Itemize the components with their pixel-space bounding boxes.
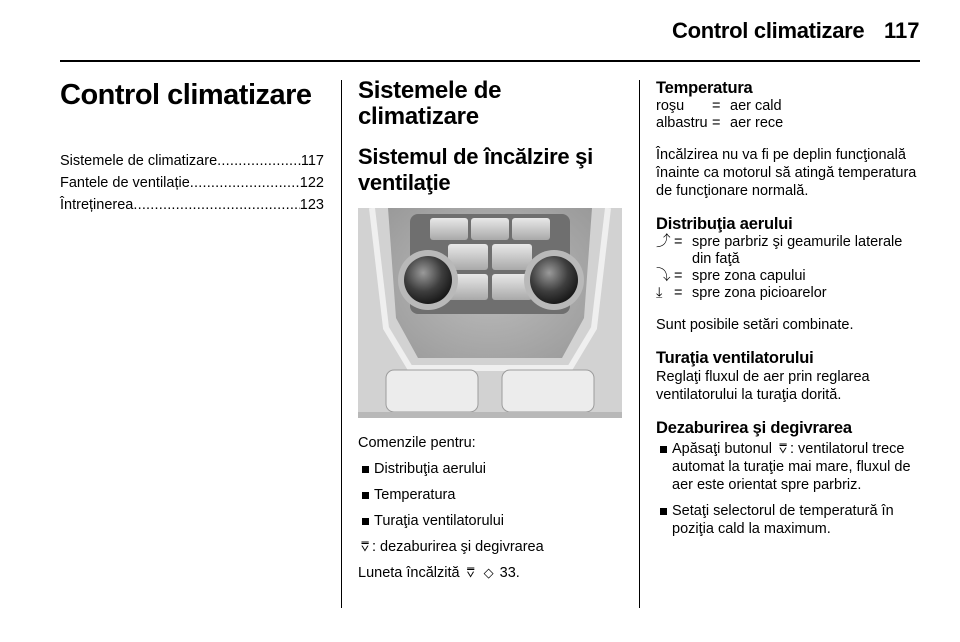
toc-entry-label: Sistemele de climatizare: [60, 153, 218, 169]
toc-entry-page: 117: [300, 153, 324, 169]
climate-control-panel-image: [358, 208, 622, 418]
fan-speed-text: Reglaţi fluxul de aer prin reglarea ventilatorului la turaţia dorită.: [656, 369, 870, 403]
toc-dot-leader: [190, 172, 300, 194]
toc-entry-label: Întreținerea: [60, 197, 134, 213]
section-title: Sistemele de climatizare: [358, 77, 502, 130]
definition-row: albastru = aer rece: [656, 115, 784, 131]
defrost-bullet: Apăsaţi butonul ⩢ : ventilatorul trece automat la turaţie mai mare, fluxul de aer este orientat spre parbriz.: [656, 440, 922, 494]
defrost-line: ⩢ : dezaburirea şi degivrarea: [358, 538, 622, 556]
air-distribution-heading: Distribuţia aerului: [656, 215, 793, 233]
controls-intro: Comenzile pentru:: [358, 435, 476, 451]
page-number: 117: [884, 18, 920, 43]
control-bullet: Distribuţia aerului: [358, 460, 622, 478]
head-airflow-icon: ⤵: [656, 268, 671, 284]
settings-column: [656, 78, 922, 538]
chapter-toc-column: [60, 78, 324, 216]
defrost-bullet: Setaţi selectorul de temperatură în poziţia cald la maximum.: [656, 502, 922, 538]
control-bullet: Temperatura: [358, 486, 622, 504]
rear-window-heating-icon: ⩢: [466, 565, 475, 580]
control-bullet: Turaţia ventilatorului: [358, 512, 622, 530]
toc-entry[interactable]: [60, 150, 324, 172]
heating-ventilation-column: [358, 78, 622, 582]
toc-entry-page: 123: [299, 197, 324, 213]
toc-entry-page: 122: [299, 175, 324, 191]
toc-dot-leader: [217, 150, 301, 172]
defrost-icon: ⩢: [779, 441, 787, 456]
chapter-title: Control climatizare: [60, 79, 312, 111]
defrost-icon: ⩢: [361, 539, 369, 554]
windscreen-airflow-icon: ⤴: [656, 234, 671, 250]
temperature-heading: Temperatura: [656, 79, 753, 97]
footwell-airflow-icon: ⤓: [656, 285, 663, 301]
rear-window-line: Luneta încălzită ⩢ ◇ 33.: [358, 565, 520, 581]
definition-row: roşu = aer cald: [656, 98, 782, 114]
reference-arrow-icon: ◇: [483, 565, 494, 580]
temperature-note: Încălzirea nu va fi pe deplin funcţională înainte ca motorul să atingă temperatura de funcţionare normală.: [656, 147, 917, 199]
toc-entry-label: Fantele de ventilație: [60, 175, 190, 191]
defrost-heading: Dezaburirea şi degivrarea: [656, 419, 852, 437]
toc-entry[interactable]: [60, 172, 324, 194]
air-distribution-note: Sunt posibile setări combinate.: [656, 317, 854, 333]
column-divider-2: [639, 80, 640, 608]
fan-speed-heading: Turaţia ventilatorului: [656, 349, 814, 367]
running-header-title: Control climatizare: [672, 18, 865, 43]
reference-page[interactable]: 33.: [499, 565, 520, 581]
definition-row: ⤴ = spre parbriz şi geamurile laterale din faţă: [656, 234, 903, 267]
column-divider-1: [341, 80, 342, 608]
header-rule: [60, 60, 920, 62]
definition-row: ⤵ = spre zona capului: [656, 268, 806, 284]
definition-row: ⤓ = spre zona picioarelor: [656, 285, 827, 301]
subsection-title: Sistemul de încălzire şi ventilaţie: [358, 144, 593, 195]
toc-entry[interactable]: [60, 194, 324, 216]
toc-dot-leader: [133, 194, 299, 216]
